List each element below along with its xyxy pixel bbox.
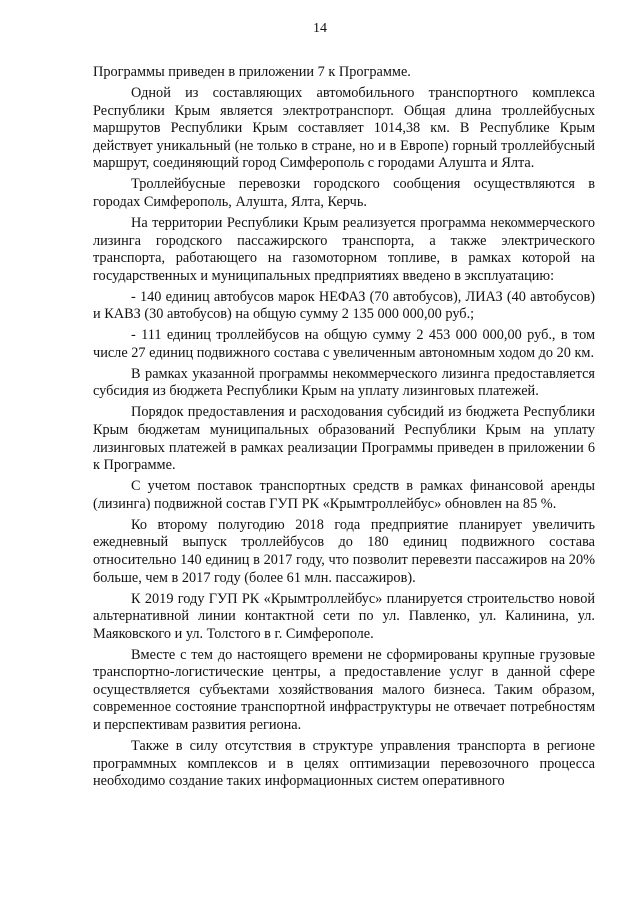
document-body xyxy=(93,64,595,794)
page-number: 14 xyxy=(313,21,327,36)
list-item: - 111 единиц троллейбусов на общую сумму 2 453 000 000,00 руб., в том числе 27 единиц подвижного состава с увеличенным автономным ходом до 20 км. xyxy=(93,327,595,361)
paragraph: Также в силу отсутствия в структуре управления транспорта в регионе программных комплексов и в целях оптимизации перевозочного процесса необходимо создание таких информационных систем оперативного xyxy=(93,738,595,790)
paragraph: На территории Республики Крым реализуется программа некоммерческого лизинга городского пассажирского транспорта, а также электрического транспорта, работающего на газомоторном топливе, в рамках которой на государственных и муниципальных предприятиях введено в эксплуатацию: xyxy=(93,214,595,284)
paragraph: Троллейбусные перевозки городского сообщения осуществляются в городах Симферополь, Алушта, Ялта, Керчь. xyxy=(93,176,595,210)
paragraph: Программы приведен в приложении 7 к Программе. xyxy=(93,64,411,80)
paragraph: Порядок предоставления и расходования субсидий из бюджета Республики Крым бюджетам муниципальных образований Республики Крым на уплату лизинговых платежей в рамках реализации Программы приведен в приложении 6 к Программе. xyxy=(93,404,595,474)
paragraph: Одной из составляющих автомобильного транспортного комплекса Республики Крым является электротранспорт. Общая длина троллейбусных маршрутов Республики Крым составляет 1014,38 км. В Республике Крым действует уникальный (не только в стране, но и в Европе) горный троллейбусный маршрут, соединяющий город Симферополь с городами Алушта и Ялта. xyxy=(93,84,595,172)
paragraph: Ко второму полугодию 2018 года предприятие планирует увеличить ежедневный выпуск троллейбусов до 180 единиц подвижного состава относительно 140 единиц в 2017 году, что позволит перевезти пассажиров на 20% больше, чем в 2017 году (более 61 млн. пассажиров). xyxy=(93,516,595,586)
list-item: - 140 единиц автобусов марок НЕФАЗ (70 автобусов), ЛИАЗ (40 автобусов) и КАВЗ (30 автобусов) на общую сумму 2 135 000 000,00 руб.; xyxy=(93,288,595,323)
paragraph: В рамках указанной программы некоммерческого лизинга предоставляется субсидия из бюджета Республики Крым на уплату лизинговых платежей. xyxy=(93,365,595,400)
paragraph: Вместе с тем до настоящего времени не сформированы крупные грузовые транспортно-логистические центры, а предоставление услуг в данной сфере осуществляется субъектами хозяйствования малого бизнеса. Таким образом, современное состояние транспортной инфраструктуры не отвечает потребностям и перспективам развития региона. xyxy=(93,646,595,734)
paragraph: С учетом поставок транспортных средств в рамках финансовой аренды (лизинга) подвижной состав ГУП РК «Крымтроллейбус» обновлен на 85 %. xyxy=(93,478,595,512)
paragraph: К 2019 году ГУП РК «Крымтроллейбус» планируется строительство новой альтернативной линии контактной сети по ул. Павленко, ул. Калинина, ул. Маяковского и ул. Толстого в г. Симферополе. xyxy=(93,590,595,642)
